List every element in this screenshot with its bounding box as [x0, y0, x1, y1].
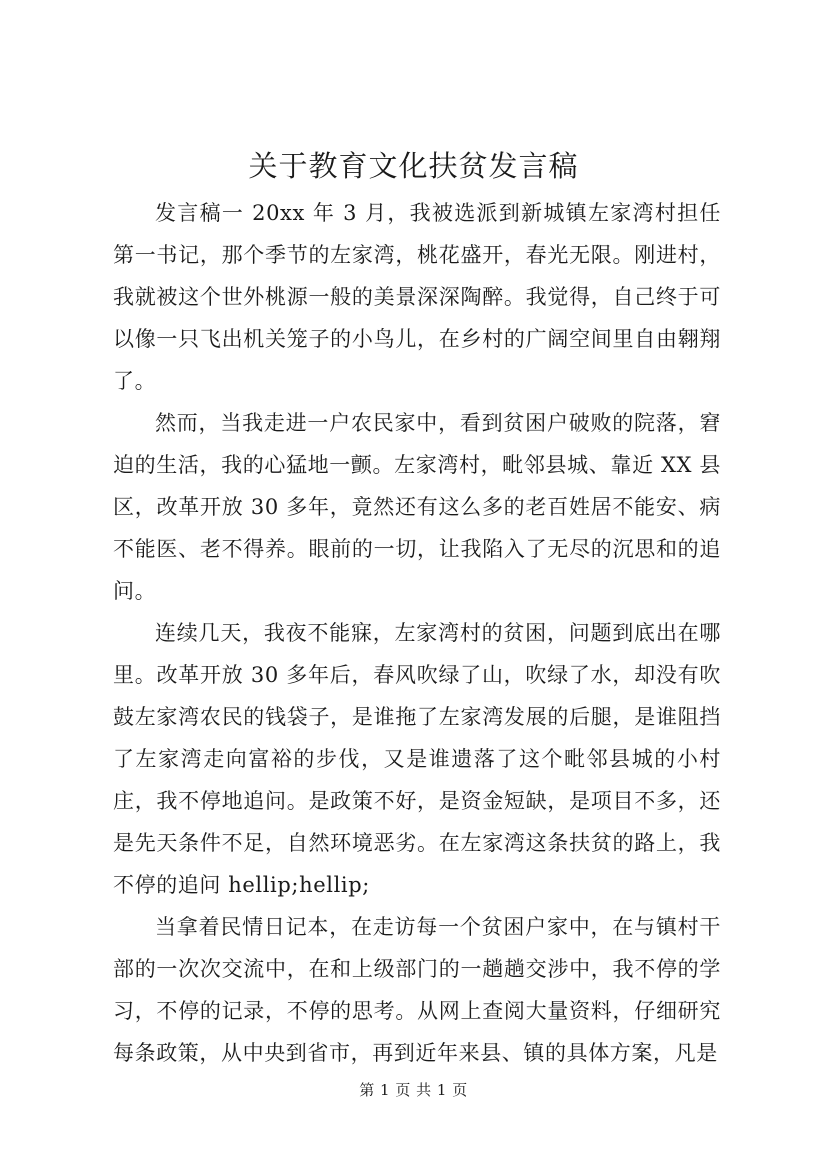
paragraph-2: 然而，当我走进一户农民家中，看到贫困户破败的院落，窘迫的生活，我的心猛地一颤。左家湾村，毗邻县城、靠近 XX 县区，改革开放 30 多年，竟然还有这么多的老百姓居不能安、病不能医、老不得养。眼前的一切，让我陷入了无尽的沉思和的追问。 — [113, 411, 721, 603]
document-title: 关于教育文化扶贫发言稿 — [248, 149, 579, 183]
document-body — [113, 192, 721, 1074]
paragraph-1: 发言稿一 20xx 年 3 月，我被选派到新城镇左家湾村担任第一书记，那个季节的左家湾，桃花盛开，春光无限。刚进村，我就被这个世外桃源一般的美景深深陶醉。我觉得，自己终于可以像一只飞出机关笼子的小鸟儿，在乡村的广阔空间里自由翱翔了。 — [113, 201, 721, 393]
paragraph-3: 连续几天，我夜不能寐，左家湾村的贫困，问题到底出在哪里。改革开放 30 多年后，春风吹绿了山，吹绿了水，却没有吹鼓左家湾农民的钱袋子，是谁拖了左家湾发展的后腿，是谁阻挡了左家湾走向富裕的步伐，又是谁遗落了这个毗邻县城的小村庄，我不停地追问。是政策不好，是资金短缺，是项目不多，还是先天条件不足，自然环境恶劣。在左家湾这条扶贫的路上，我不停的追问 hellip;hellip; — [113, 621, 721, 897]
page-footer: 第 1 页 共 1 页 — [359, 1081, 468, 1099]
paragraph-4: 当拿着民情日记本，在走访每一个贫困户家中，在与镇村干部的一次次交流中，在和上级部门的一趟趟交涉中，我不停的学习，不停的记录，不停的思考。从网上查阅大量资料，仔细研究每条政策，从中央到省市，再到近年来县、镇的具体方案，凡是 — [113, 915, 721, 1065]
